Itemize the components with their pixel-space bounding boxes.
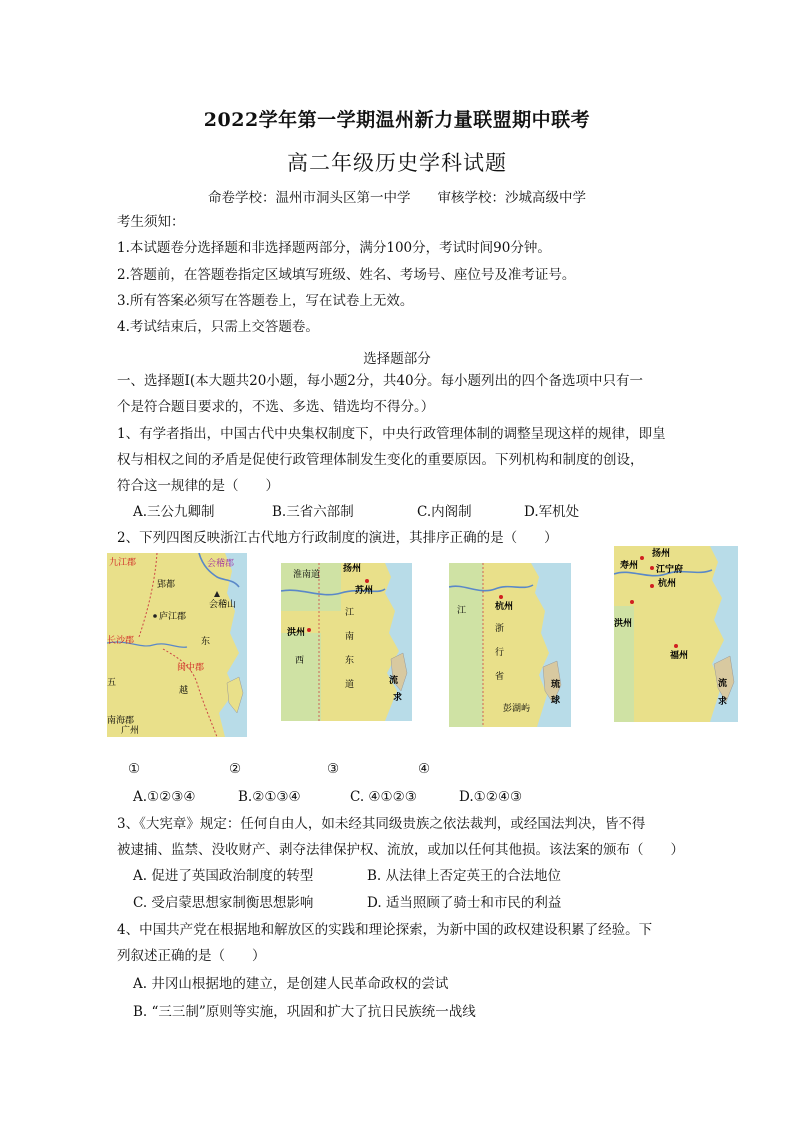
q2-option-a: A.①②③④ xyxy=(133,789,196,805)
map-2-label: 流 xyxy=(389,676,399,686)
part1-instructions: 一、选择题I(本大题共20小题，每小题2分，共40分。每小题列出的四个备选项中只有一 xyxy=(117,373,644,389)
map-1-label: 五 xyxy=(107,678,117,688)
q3-option-a: A. 促进了英国政治制度的转型 xyxy=(133,868,314,884)
q4-option-a: A. 井冈山根据地的建立，是创建人民革命政权的尝试 xyxy=(133,976,449,992)
q2-option-b: B.②①③④ xyxy=(238,789,301,805)
exam-title: 2022学年第一学期温州新力量联盟期中联考 xyxy=(203,109,591,131)
map-1-label: 郢都 xyxy=(157,580,176,590)
map-4-label: 流 xyxy=(718,679,728,689)
q1-option-b: B.三省六部制 xyxy=(272,504,354,520)
map-1-label: 庐江郡 xyxy=(159,612,187,622)
map-4-label: 寿州 xyxy=(620,561,639,571)
map-4-label: 江宁府 xyxy=(656,565,684,575)
map-2-label: 求 xyxy=(393,693,403,703)
map-3-label: 行 xyxy=(495,648,505,658)
q3-option-d: D. 适当照顾了骑士和市民的利益 xyxy=(367,895,562,911)
map-3-label: 球 xyxy=(551,696,561,706)
map-1-label: 长沙郡 xyxy=(107,636,135,646)
map-2-label: 江 xyxy=(345,608,355,618)
q3-option-b: B. 从法律上否定英王的合法地位 xyxy=(367,868,562,884)
map-1-label: 南海郡 xyxy=(107,716,135,726)
map-3-label: 杭州 xyxy=(495,602,514,612)
map-3-label: 江 xyxy=(457,606,467,616)
section-heading: 选择题部分 xyxy=(363,351,431,367)
map-4-label: 扬州 xyxy=(652,549,671,559)
map-number: ③ xyxy=(327,761,340,777)
map-4-label: 福州 xyxy=(670,651,689,661)
map-1-label: 九江郡 xyxy=(109,558,137,568)
notice-item: 3.所有答案必须写在答题卷上，写在试卷上无效。 xyxy=(117,293,414,309)
map-2-label: 洪州 xyxy=(287,628,306,638)
map-4-label: 杭州 xyxy=(658,579,677,589)
notice-item: 2.答题前，在答题卷指定区域填写班级、姓名、考场号、座位号及准考证号。 xyxy=(117,267,576,283)
q1-option-a: A.三公九卿制 xyxy=(133,504,215,520)
q3-stem: 3、《大宪章》规定：任何自由人，如未经其同级贵族之依法裁判，或经国法判决，皆不得 xyxy=(117,816,646,832)
map-2-label: 扬州 xyxy=(343,564,362,574)
q3-stem: 被逮捕、监禁、没收财产、剥夺法律保护权、流放，或加以任何其他损。该法案的颁布（ ） xyxy=(117,842,684,858)
q4-stem: 列叙述正确的是（ ） xyxy=(117,948,266,964)
map-2-label: 道 xyxy=(345,680,355,690)
notice-item: 4.考试结束后，只需上交答题卷。 xyxy=(117,319,319,335)
map-number: ④ xyxy=(418,761,431,777)
map-1-label: 闽中郡 xyxy=(177,663,205,673)
map-2 xyxy=(281,563,412,721)
map-1-label: 越 xyxy=(179,686,189,696)
q1-stem: 1、有学者指出，中国古代中央集权制度下，中央行政管理体制的调整呈现这样的规律，即皇 xyxy=(117,426,666,442)
map-1-label: 会稽郡 xyxy=(207,559,235,569)
part1-instructions: 个是符合题目要求的，不选、多选、错选均不得分。） xyxy=(117,399,435,415)
map-4-label: 求 xyxy=(718,697,728,707)
q1-stem: 权与相权之间的矛盾是促使行政管理体制发生变化的重要原因。下列机构和制度的创设， xyxy=(117,452,644,468)
notice-heading: 考生须知： xyxy=(117,214,185,230)
map-1-label: 东 xyxy=(201,637,211,647)
q1-option-c: C.内阁制 xyxy=(417,504,472,520)
map-number: ① xyxy=(128,761,141,777)
map-3-label: 琉 xyxy=(551,680,561,690)
map-2-label: 苏州 xyxy=(355,586,374,596)
map-number: ② xyxy=(229,761,242,777)
map-2-label: 西 xyxy=(295,656,305,666)
map-2-label: 淮南道 xyxy=(293,570,321,580)
q3-option-c: C. 受启蒙思想家制衡思想影响 xyxy=(133,895,314,911)
exam-subtitle: 高二年级历史学科试题 xyxy=(287,151,507,175)
q2-stem: 2、下列四图反映浙江古代地方行政制度的演进，其排序正确的是（ ） xyxy=(117,530,558,546)
map-3-label: 浙 xyxy=(495,624,505,634)
map-1-label: 会稽山 xyxy=(209,600,237,610)
map-1-label: 广州 xyxy=(121,726,140,736)
map-3-label: 彭湖屿 xyxy=(503,704,531,714)
map-2-label: 南 xyxy=(345,632,355,642)
q1-stem: 符合这一规律的是（ ） xyxy=(117,478,279,494)
map-3 xyxy=(449,563,571,727)
map-1 xyxy=(107,553,247,737)
q2-option-d: D.①②④③ xyxy=(459,789,523,805)
schools-line: 命卷学校：温州市洞头区第一中学 审核学校：沙城高级中学 xyxy=(208,190,586,206)
q4-stem: 4、中国共产党在根据地和解放区的实践和理论探索，为新中国的政权建设积累了经验。下 xyxy=(117,922,653,938)
map-4 xyxy=(614,546,738,722)
map-3-label: 省 xyxy=(495,672,505,682)
map-2-label: 东 xyxy=(345,656,355,666)
notice-item: 1.本试题卷分选择题和非选择题两部分，满分100分，考试时间90分钟。 xyxy=(117,240,551,256)
map-4-label: 洪州 xyxy=(614,619,633,629)
q1-option-d: D.军机处 xyxy=(524,504,580,520)
q4-option-b: B. “三三制”原则等实施，巩固和扩大了抗日民族统一战线 xyxy=(133,1004,476,1020)
q2-option-c: C. ④①②③ xyxy=(350,789,417,805)
